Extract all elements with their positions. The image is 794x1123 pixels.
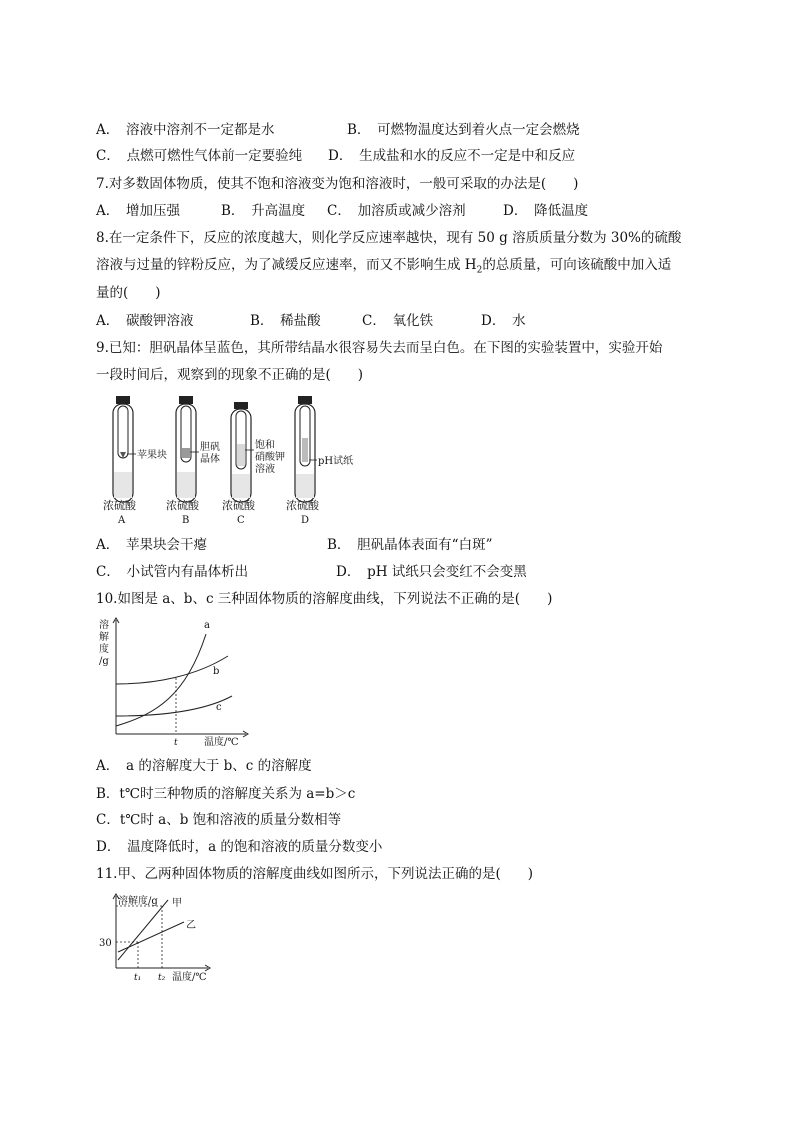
q7-stem: 7.对多数固体物质，使其不饱和溶液变为饱和溶液时，一般可采取的办法是( ) [96,176,579,192]
tube-d [295,396,317,502]
tube-c-bottom-label: 浓硫酸 [222,499,255,512]
q10-ylabel-1: 溶 [99,620,109,631]
curve-jia [118,900,168,960]
q10-option-d: D． 温度降低时，a 的饱和溶液的质量分数变小 [96,839,383,855]
curve-b [116,656,228,684]
q11-stem: 11.甲、乙两种固体物质的溶解度曲线如图所示，下列说法正确的是( ) [96,866,534,882]
q8-option-c: C． 氧化铁 [362,313,434,329]
q10-series-a-label: a [204,620,210,631]
q11-tick-t1: t₁ [134,973,142,983]
q10-ylabel-4: /g [99,656,109,667]
q10-option-c: C．t℃时 a、b 饱和溶液的质量分数相等 [96,812,342,828]
q8-stem-line2: 溶液与过量的锌粉反应，为了减缓反应速率，而又不影响生成 $H_2$的总质量，可向该硫酸中加入适 [96,257,672,276]
tube-d-bottom-label: 浓硫酸 [286,499,319,512]
tube-b-inner-label-2: 晶体 [200,454,220,465]
tube-c [231,402,254,502]
q7-option-a: A． 增加压强 [96,203,180,219]
tube-b-letter: B [182,515,190,526]
tube-c-inner-label-3: 溶液 [255,464,275,475]
q10-series-b-label: b [213,666,220,677]
q8-stem-line3: 量的( ) [96,285,161,301]
q6-option-c: C． 点燃可燃性气体前一定要验纯 [96,148,303,164]
q9-option-d: D． pH 试纸只会变红不会变黑 [336,564,527,580]
q6-option-a: A． 溶液中溶剂不一定都是水 [96,122,275,138]
q10-option-a: A． a 的溶解度大于 b、c 的溶解度 [96,758,312,774]
q8-option-b: B． 稀盐酸 [250,313,321,329]
q9-option-c: C． 小试管内有晶体析出 [96,564,249,580]
tube-d-letter: D [301,515,310,526]
tube-b [176,396,199,502]
q9-option-a: A． 苹果块会干瘪 [96,537,207,553]
q8-stem-line1: 8.在一定条件下，反应的浓度越大，则化学反应速率越快，现有 50 g 溶质质量分数为 30%的硫酸 [96,230,682,246]
tube-a-letter: A [118,515,126,526]
tube-c-inner-label-1: 饱和 [255,440,275,451]
q11-series-jia-label: 甲 [172,898,182,909]
q6-option-b: B． 可燃物温度达到着火点一定会燃烧 [347,122,580,138]
q8-option-d: D． 水 [481,313,526,329]
tube-b-inner-label-1: 胆矾 [200,442,220,453]
q11-solubility-graph [96,892,226,984]
q10-xlabel: 温度/℃ [204,737,239,748]
q10-solubility-graph [96,614,256,750]
q9-stem-line2: 一段时间后，观察到的现象不正确的是( ) [96,367,364,383]
q7-option-d: D． 降低温度 [503,203,589,219]
curve-yi [118,922,184,952]
q11-series-yi-label: 乙 [186,920,196,931]
tube-a [113,396,136,502]
tube-a-bottom-label: 浓硫酸 [103,499,136,512]
tube-c-inner-label-2: 硝酸钾 [255,452,285,463]
q10-tick-t: t [174,738,178,748]
q6-option-d: D． 生成盐和水的反应不一定是中和反应 [328,148,576,164]
q10-series-c-label: c [216,702,222,713]
q11-ylabel: 溶解度/g [118,896,158,907]
tube-d-inner-label: pH试纸 [318,456,354,467]
q10-option-b: B．t℃时三种物质的溶解度关系为 a=b＞c [96,786,356,802]
q11-xlabel: 温度/℃ [172,972,207,983]
tube-a-inner-label: 苹果块 [137,450,167,461]
q10-ylabel-3: 度 [99,644,109,655]
q10-stem: 10.如图是 a、b、c 三种固体物质的溶解度曲线，下列说法不正确的是( ) [96,591,553,607]
q7-option-b: B． 升高温度 [221,203,306,219]
q11-tick-t2: t₂ [158,973,166,983]
q8-option-a: A． 碳酸钾溶液 [96,313,194,329]
curve-c [116,696,232,716]
q9-option-b: B． 胆矾晶体表面有“白斑” [327,537,493,553]
q10-ylabel-2: 解 [99,632,109,643]
q9-apparatus-figure [96,392,366,528]
q7-option-c: C． 加溶质或减少溶剂 [327,203,466,219]
tube-b-bottom-label: 浓硫酸 [166,499,199,512]
tube-c-letter: C [237,515,245,526]
q11-yvalue-30: 30 [99,938,112,949]
q9-stem-line1: 9.已知：胆矾晶体呈蓝色，其所带结晶水很容易失去而呈白色。在下图的实验装置中，实验开始 [96,340,663,356]
